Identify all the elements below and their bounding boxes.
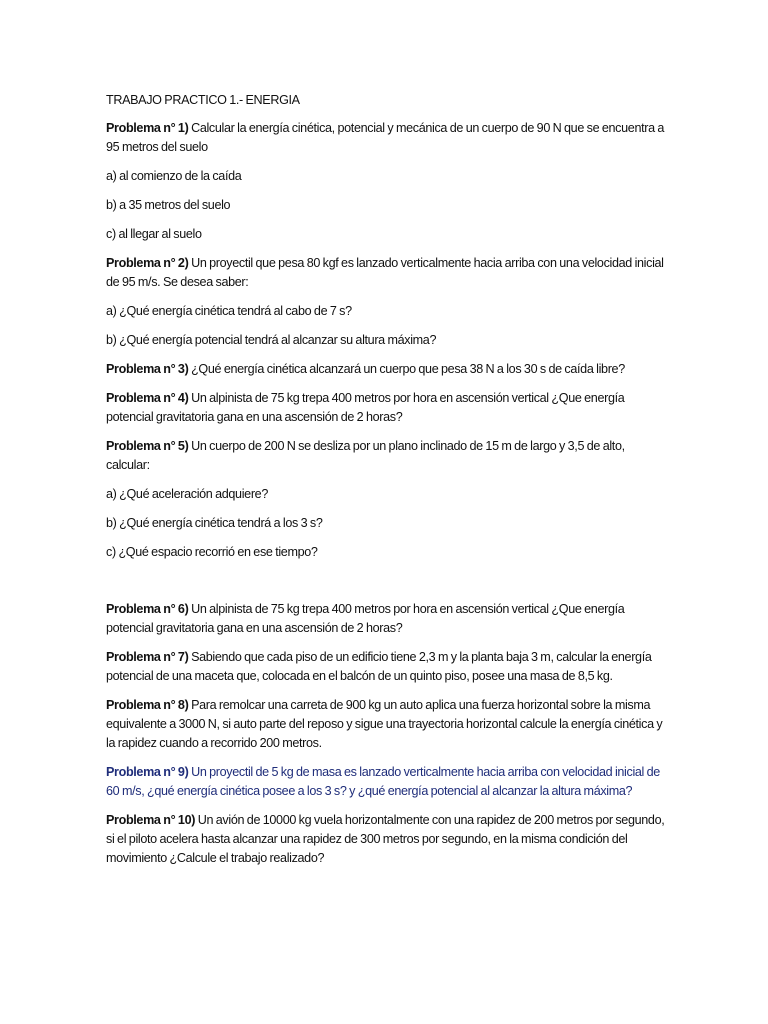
problem-1 xyxy=(106,119,666,157)
problem-2 xyxy=(106,254,666,292)
problem-text: Sabiendo que cada piso de un edificio tiene 2,3 m y la planta baja 3 m, calcular la energía potencial de una maceta que, colocada en el balcón de un quinto piso, posee una masa de 8,5 kg. xyxy=(106,650,652,683)
problem-label: Problema n° 5) xyxy=(106,439,189,453)
problem-label: Problema n° 2) xyxy=(106,256,189,270)
problem-label: Problema n° 7) xyxy=(106,650,189,664)
problem-8 xyxy=(106,696,666,753)
problem-1-sub-b: b) a 35 metros del suelo xyxy=(106,198,231,212)
problem-5 xyxy=(106,437,666,475)
problem-label: Problema n° 6) xyxy=(106,602,189,616)
problem-7 xyxy=(106,648,666,686)
blank-gap xyxy=(106,572,666,600)
problem-5-sub-c: c) ¿Qué espacio recorrió en ese tiempo? xyxy=(106,545,318,559)
problem-1-sub-a: a) al comienzo de la caída xyxy=(106,169,242,183)
problem-text: Para remolcar una carreta de 900 kg un auto aplica una fuerza horizontal sobre la misma equivalente a 3000 N, si auto parte del reposo y sigue una trayectoria horizontal calcule la energía cinética y la rapidez cuando a recorrido 200 metros. xyxy=(106,698,663,750)
problem-label: Problema n° 10) xyxy=(106,813,196,827)
problem-label: Problema n° 3) xyxy=(106,362,189,376)
problem-9 xyxy=(106,763,666,801)
problem-text: Un avión de 10000 kg vuela horizontalmente con una rapidez de 200 metros por segundo, si el piloto acelera hasta alcanzar una rapidez de 300 metros por segundo, en la misma condición del movimiento ¿Calcule el trabajo realizado? xyxy=(106,813,665,865)
document-page xyxy=(106,91,666,878)
problem-text: Un alpinista de 75 kg trepa 400 metros por hora en ascensión vertical ¿Que energía potencial gravitatoria gana en una ascensión de 2 horas? xyxy=(106,602,625,635)
problem-5-sub-b: b) ¿Qué energía cinética tendrá a los 3 s? xyxy=(106,516,323,530)
problem-3 xyxy=(106,360,666,379)
problem-text: Un alpinista de 75 kg trepa 400 metros por hora en ascensión vertical ¿Que energía potencial gravitatoria gana en una ascensión de 2 horas? xyxy=(106,391,625,424)
problem-text: Un cuerpo de 200 N se desliza por un plano inclinado de 15 m de largo y 3,5 de alto, calcular: xyxy=(106,439,625,472)
problem-label: Problema n° 8) xyxy=(106,698,189,712)
problem-text: ¿Qué energía cinética alcanzará un cuerpo que pesa 38 N a los 30 s de caída libre? xyxy=(191,362,625,376)
problem-text: Un proyectil que pesa 80 kgf es lanzado verticalmente hacia arriba con una velocidad inicial de 95 m/s. Se desea saber: xyxy=(106,256,664,289)
problem-2-sub-b: b) ¿Qué energía potencial tendrá al alcanzar su altura máxima? xyxy=(106,333,437,347)
problem-2-sub-a: a) ¿Qué energía cinética tendrá al cabo de 7 s? xyxy=(106,304,352,318)
problem-label: Problema n° 1) xyxy=(106,121,189,135)
problem-1-sub-c: c) al llegar al suelo xyxy=(106,227,202,241)
problem-5-sub-a: a) ¿Qué aceleración adquiere? xyxy=(106,487,268,501)
problem-6 xyxy=(106,600,666,638)
problem-text: Un proyectil de 5 kg de masa es lanzado verticalmente hacia arriba con velocidad inicial de 60 m/s, ¿qué energía cinética posee a los 3 s? y ¿qué energía potencial al alcanzar la altura máxima? xyxy=(106,765,660,798)
problem-text: Calcular la energía cinética, potencial y mecánica de un cuerpo de 90 N que se encuentra a 95 metros del suelo xyxy=(106,121,665,154)
problem-label: Problema n° 4) xyxy=(106,391,189,405)
problem-10 xyxy=(106,811,666,868)
document-title: TRABAJO PRACTICO 1.- ENERGIA xyxy=(106,93,300,107)
problem-4 xyxy=(106,389,666,427)
problem-label: Problema n° 9) xyxy=(106,765,189,779)
